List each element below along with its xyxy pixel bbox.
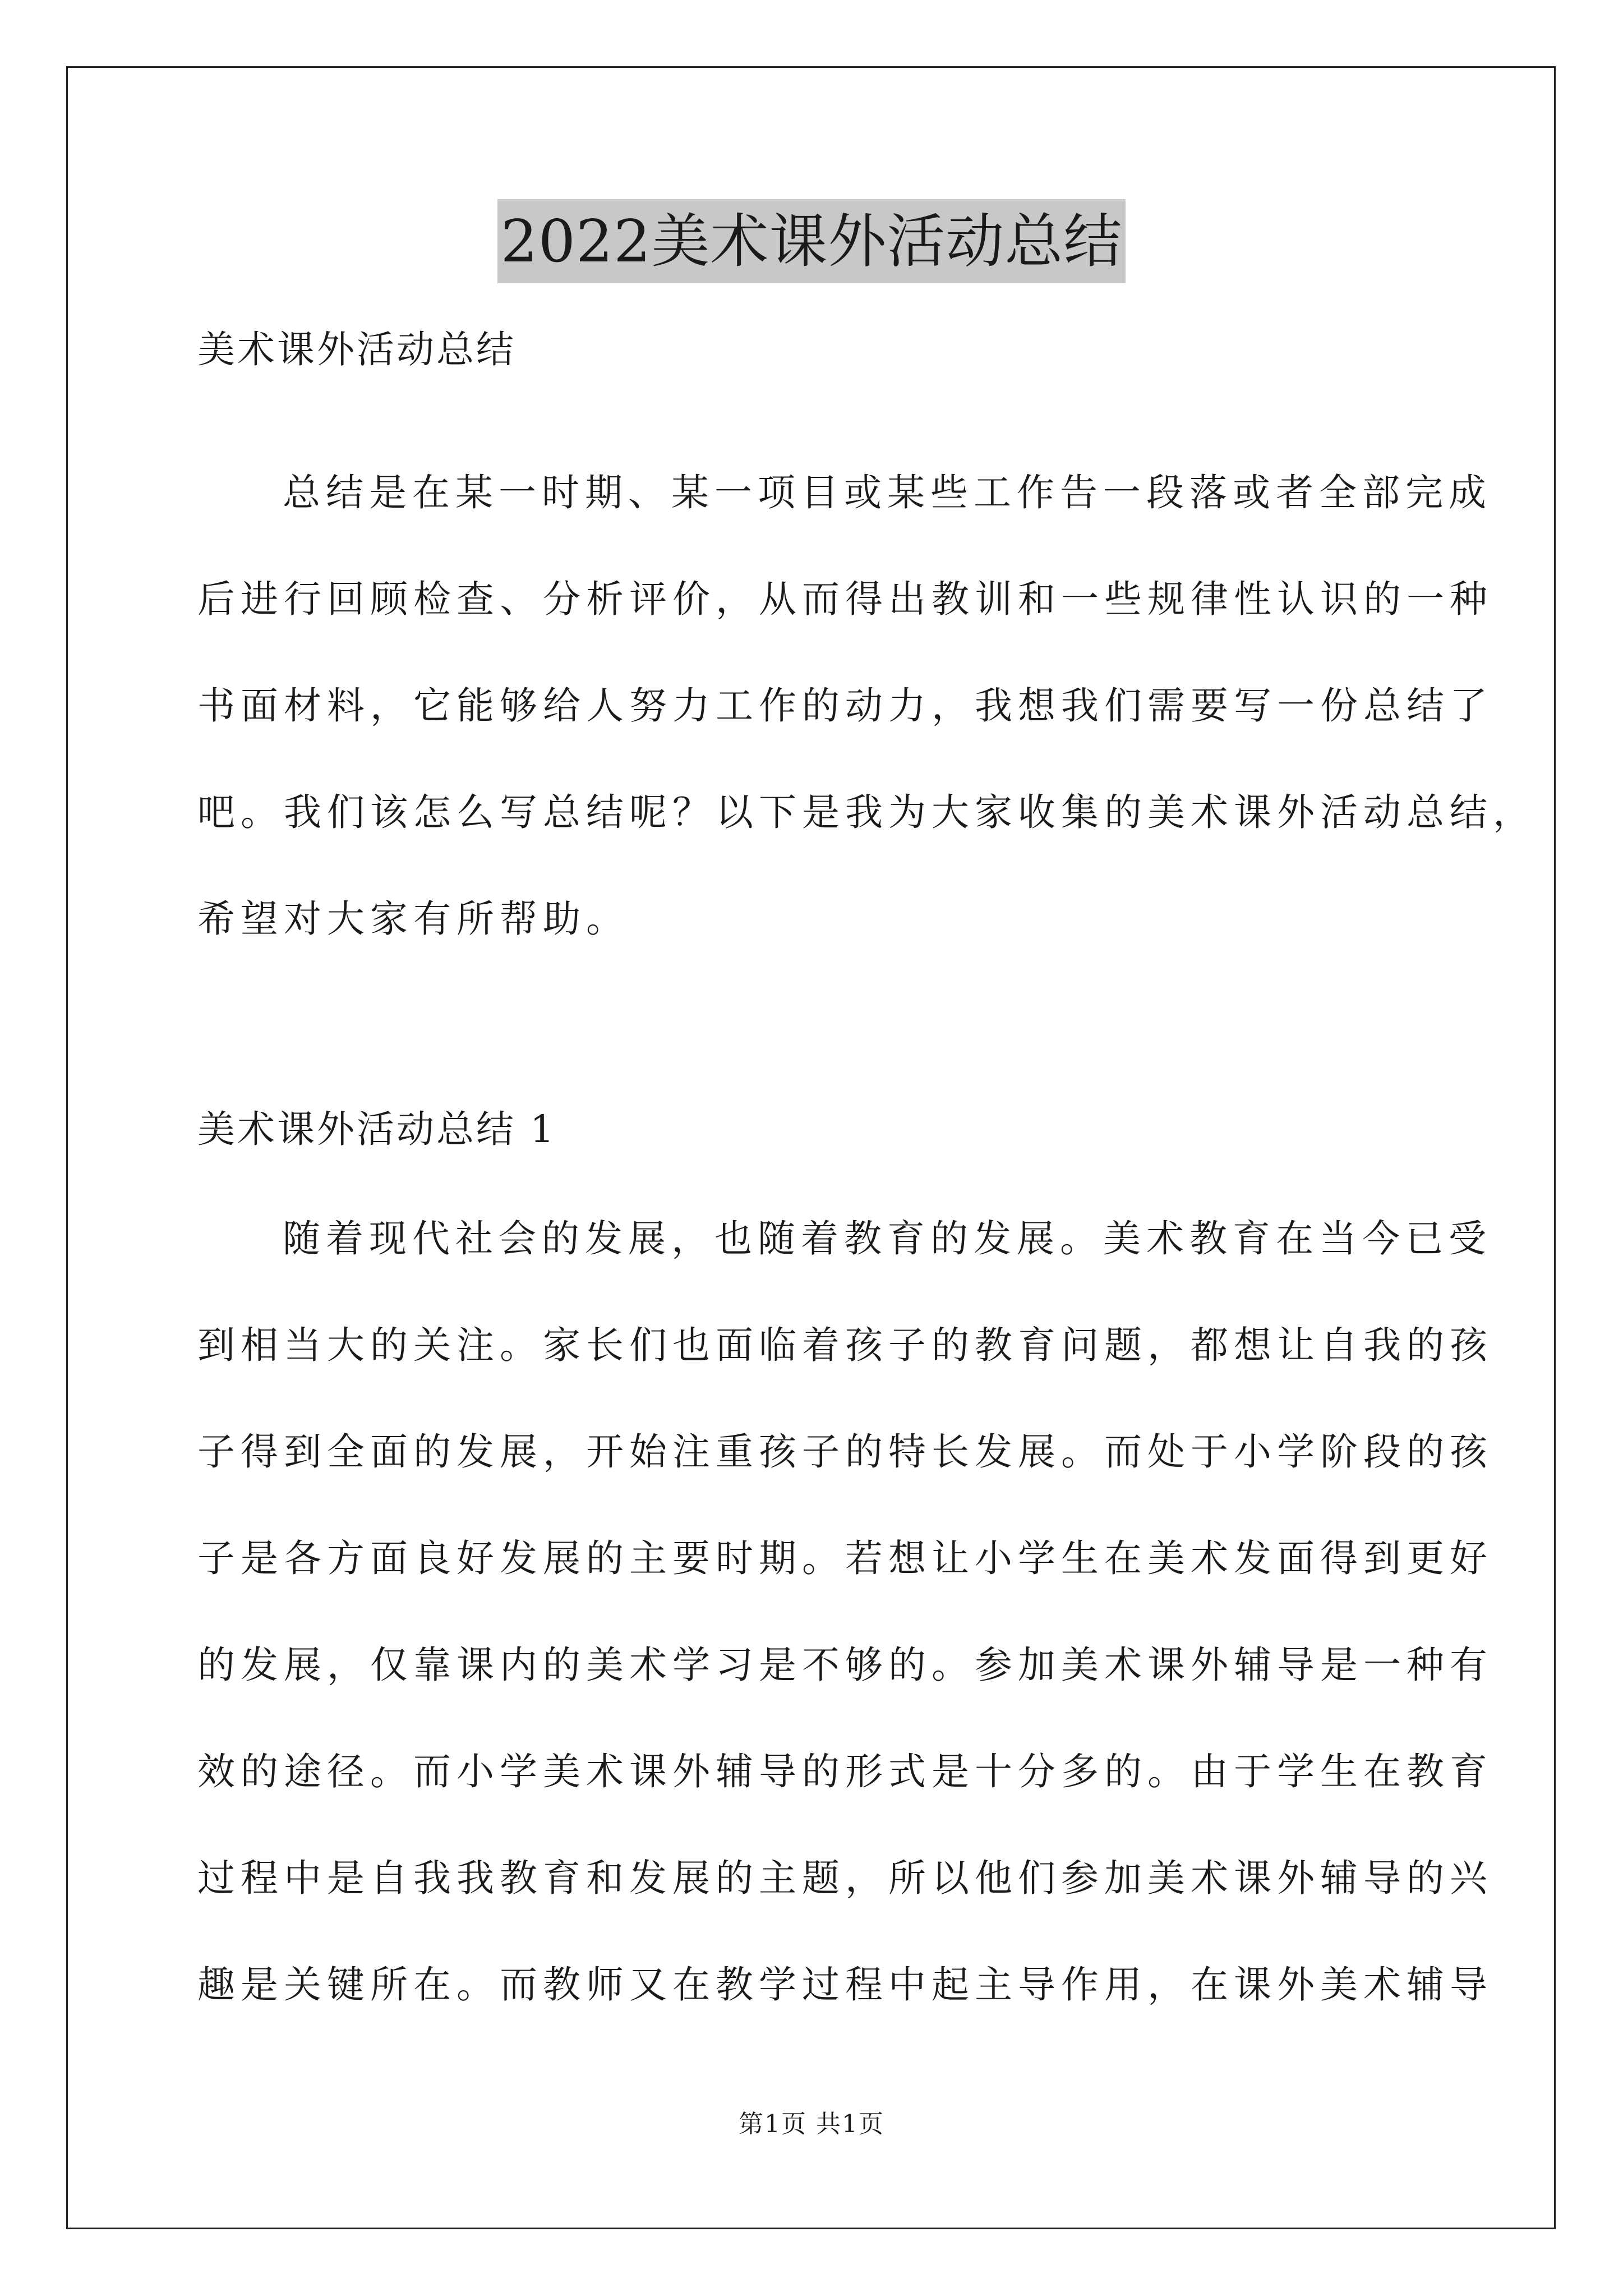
section-paragraph-line: 到相当大的关注。家长们也面临着孩子的教育问题，都想让自我的孩 <box>197 1323 1493 1367</box>
intro-paragraph-line: 希望对大家有所帮助。 <box>197 897 629 941</box>
intro-heading: 美术课外活动总结 <box>197 328 516 371</box>
section-paragraph-line: 的发展，仅靠课内的美术学习是不够的。参加美术课外辅导是一种有 <box>197 1643 1493 1687</box>
intro-paragraph-line: 总结是在某一时期、某一项目或某些工作告一段落或者全部完成 <box>283 471 1492 514</box>
page-footer: 第1页 共1页 <box>739 2110 884 2138</box>
intro-paragraph-line: 书面材料，它能够给人努力工作的动力，我想我们需要写一份总结了 <box>197 684 1493 728</box>
section-paragraph-line: 子得到全面的发展，开始注重孩子的特长发展。而处于小学阶段的孩 <box>197 1430 1493 1474</box>
document-title: 2022美术课外活动总结 <box>497 199 1126 283</box>
intro-paragraph-line: 吧。我们该怎么写总结呢？以下是我为大家收集的美术课外活动总结， <box>197 790 1536 834</box>
section-paragraph-line: 随着现代社会的发展，也随着教育的发展。美术教育在当今已受 <box>283 1217 1492 1260</box>
section-heading: 美术课外活动总结 1 <box>197 1107 556 1151</box>
section-paragraph-line: 过程中是自我我教育和发展的主题，所以他们参加美术课外辅导的兴 <box>197 1856 1493 1900</box>
title-container <box>0 199 1623 283</box>
section-paragraph-line: 效的途径。而小学美术课外辅导的形式是十分多的。由于学生在教育 <box>197 1750 1493 1793</box>
section-paragraph-line: 子是各方面良好发展的主要时期。若想让小学生在美术发面得到更好 <box>197 1536 1493 1580</box>
intro-paragraph-line: 后进行回顾检查、分析评价，从而得出教训和一些规律性认识的一种 <box>197 577 1493 621</box>
section-paragraph-line: 趣是关键所在。而教师又在教学过程中起主导作用，在课外美术辅导 <box>197 1963 1493 2007</box>
